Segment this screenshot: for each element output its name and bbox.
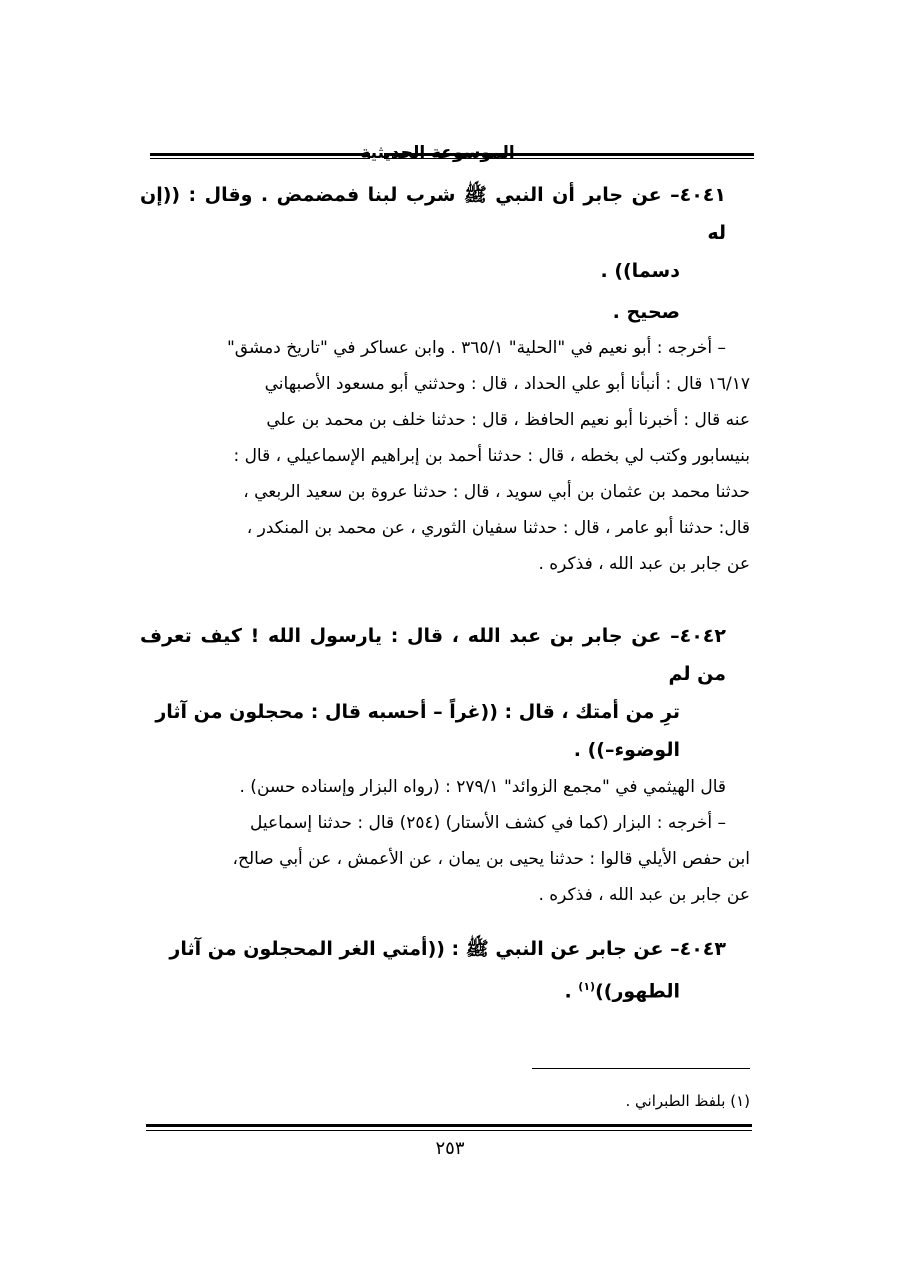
takhrij-line: ١٦/١٧ قال : أنبأنا أبو علي الحداد ، قال : وحدثني أبو مسعود الأصبهاني [264, 374, 750, 394]
header-rule-right [384, 153, 754, 159]
hadith-4042-line2: ترِ من أمتك ، قال : ((غراً – أحسبه قال : محجلون من آثار [155, 701, 680, 723]
header-title: الموسوعة الحديثية [360, 143, 515, 163]
footnote: (١) بلفظ الطبراني . [625, 1092, 750, 1110]
takhrij-line: – أخرجه : البزار (كما في كشف الأستار) (٢٥٤) قال : حدثنا إسماعيل [249, 813, 726, 833]
footer-rule [146, 1124, 752, 1131]
hadith-4043 [140, 930, 750, 1010]
hadith-4041-grade: صحيح . [612, 301, 680, 323]
hadith-4043-text [140, 930, 750, 1010]
hadith-4041 [140, 176, 750, 582]
footnote-separator [532, 1068, 750, 1069]
hadith-4041-line2: دسما)) . [600, 260, 680, 282]
takhrij-line: حدثنا محمد بن عثمان بن أبي سويد ، قال : حدثنا عروة بن سعيد الربعي ، [243, 482, 750, 502]
hadith-4041-line1: ٤٠٤١– عن جابر أن النبي ﷺ شرب لبنا فمضمض . وقال : ((إن له [140, 184, 726, 244]
footnote-marker[interactable]: (١) [578, 980, 596, 993]
hadith-4042-line1: ٤٠٤٢– عن جابر بن عبد الله ، قال : يارسول الله ! كيف تعرف من لم [140, 625, 726, 685]
hadith-4042-text [140, 617, 750, 769]
page-header [150, 143, 754, 173]
footer-rule-thick [146, 1124, 752, 1127]
takhrij-line: عن جابر بن عبد الله ، فذكره . [538, 885, 750, 905]
hadith-4043-line2 [140, 968, 750, 1010]
hadith-4042-takhrij [140, 769, 750, 913]
hadith-4042 [140, 617, 750, 913]
takhrij-line: بنيسابور وكتب لي بخطه ، قال : حدثنا أحمد بن إبراهيم الإسماعيلي ، قال : [233, 446, 750, 466]
header-rule-left [150, 153, 370, 159]
takhrij-line: ابن حفص الأيلي قالوا : حدثنا يحيى بن يمان ، عن الأعمش ، عن أبي صالح، [232, 849, 750, 869]
hadith-4043-line2-end: . [564, 980, 579, 1003]
takhrij-line: قال الهيثمي في "مجمع الزوائد" ٢٧٩/١ : (رواه البزار وإسناده حسن) . [239, 777, 726, 797]
hadith-4043-line1: ٤٠٤٣– عن جابر عن النبي ﷺ : ((أمتي الغر المحجلون من آثار [169, 938, 726, 960]
takhrij-line: عنه قال : أخبرنا أبو نعيم الحافظ ، قال : حدثنا خلف بن محمد بن علي [266, 410, 750, 430]
takhrij-line: – أخرجه : أبو نعيم في "الحلية" ٣٦٥/١ . وابن عساكر في "تاريخ دمشق" [226, 338, 726, 358]
hadith-4043-line2-text: الطهور)) [595, 980, 680, 1003]
footer-rule-thin [146, 1130, 752, 1131]
hadith-4041-text [140, 176, 750, 290]
hadith-4041-takhrij [140, 330, 750, 582]
hadith-4042-line3: الوضوء–)) . [573, 739, 680, 761]
takhrij-line: عن جابر بن عبد الله ، فذكره . [538, 554, 750, 574]
takhrij-line: قال: حدثنا أبو عامر ، قال : حدثنا سفيان الثوري ، عن محمد بن المنكدر ، [246, 518, 750, 538]
page-number: ٢٥٣ [435, 1138, 465, 1159]
